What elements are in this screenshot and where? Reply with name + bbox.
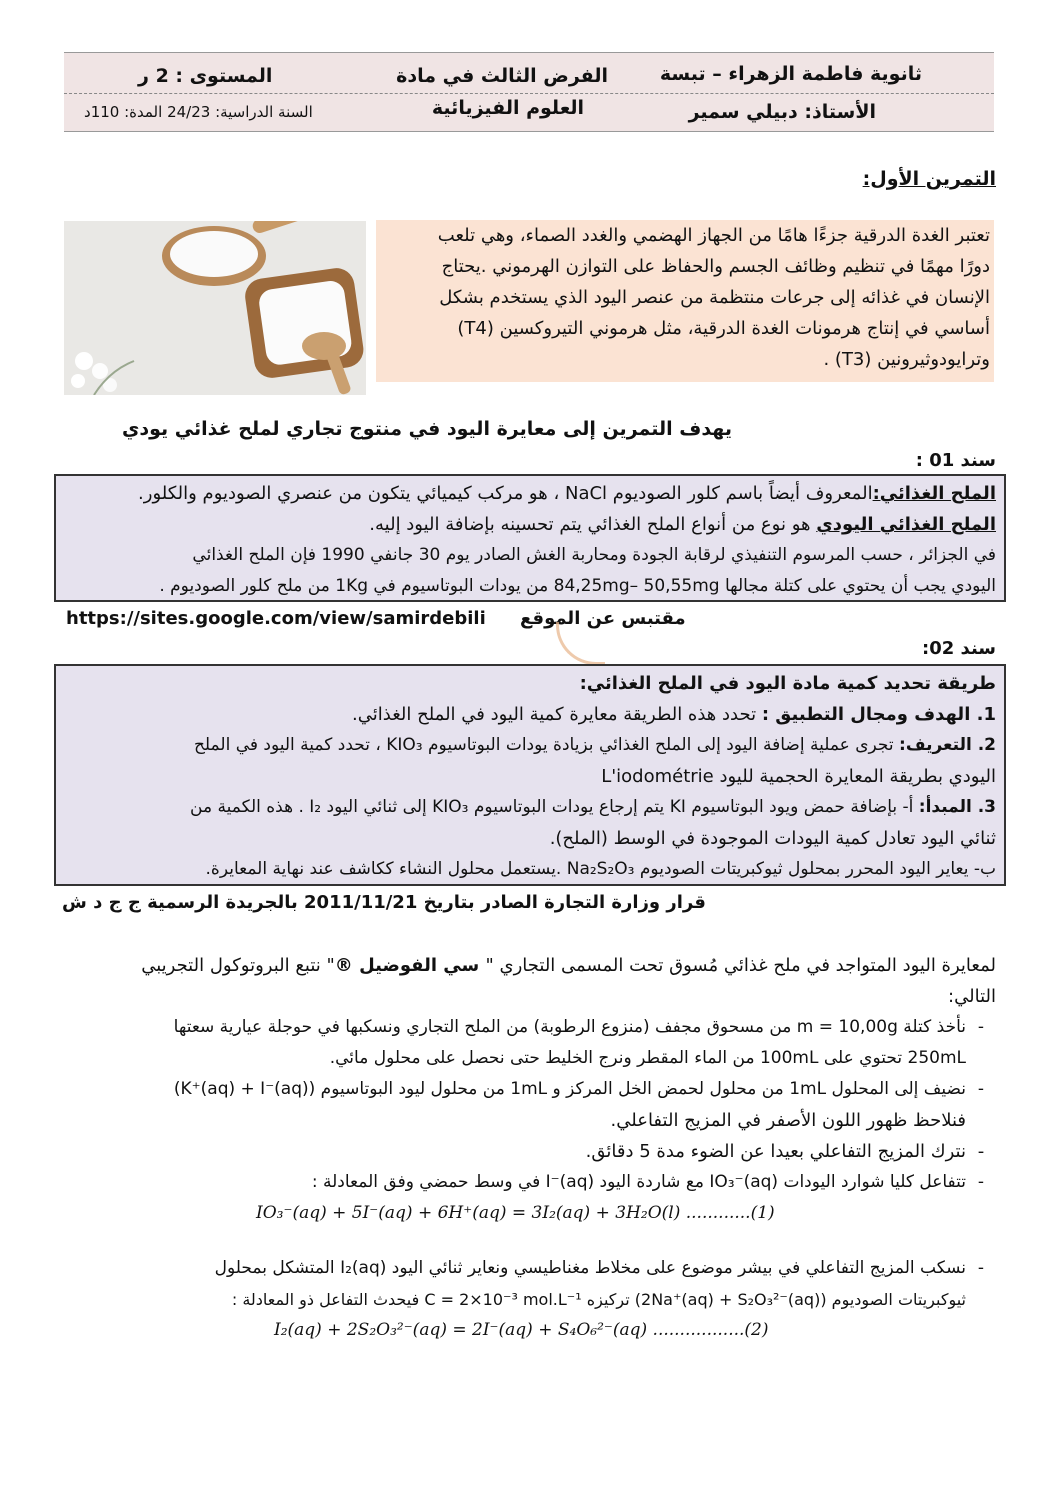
salt-bowls-illustration: [64, 221, 366, 395]
exam-title-line1: الفرض الثالث في مادة: [396, 65, 608, 87]
exercise-aim: يهدف التمرين إلى معايرة اليود في منتوج تجاري لملح غذائي يودي: [121, 418, 732, 440]
doc2-label: سند 02:: [922, 638, 996, 659]
decorative-arc: [556, 622, 605, 665]
header-table: [64, 52, 994, 132]
doc1-box: [54, 474, 1006, 602]
decree-reference: قرار وزارة التجارة الصادر بتاريخ 2011/11/21 بالجريدة الرسمية ج ج د ش: [62, 892, 706, 913]
bullet-dash: -: [977, 1079, 985, 1099]
header-divider: [64, 93, 994, 94]
protocol-intro-b: " نتبع البروتوكول التجريبي: [141, 955, 335, 976]
source-url[interactable]: https://sites.google.com/view/samirdebili: [66, 608, 486, 629]
step5-line1: نسكب المزيج التفاعلي في بيشر موضوع على مخلاط مغناطيسي ونعاير ثنائي اليود I₂(aq) المتشكل بمحلول: [214, 1258, 966, 1278]
doc2-p2-term: 2. التعريف:: [899, 735, 996, 755]
doc2-p3-term: 3. المبدأ:: [918, 797, 996, 817]
doc2-box: [54, 664, 1006, 886]
protocol-section: [56, 950, 996, 1346]
year-duration: السنة الدراسية: 24/23 المدة: 110د: [84, 103, 313, 121]
step3-line: نترك المزيج التفاعلي بعيدا عن الضوء مدة 5 دقائق.: [585, 1141, 966, 1162]
protocol-intro-c: التالي:: [948, 986, 996, 1007]
doc2-p3-b: ب- يعاير اليود المحرر بمحلول ثيوكبريتات الصوديوم Na₂S₂O₃ .يستعمل محلول النشاء ككاشف عند نهاية المعايرة.: [205, 859, 996, 879]
doc2-p2-text: تجرى عملية إضافة اليود إلى الملح الغذائي بزيادة يودات البوتاسيوم KIO₃ ، تحدد كمية اليود في الملح: [193, 735, 900, 755]
bullet-dash: -: [977, 1017, 985, 1037]
doc1-regulation-line: في الجزائر ، حسب المرسوم التنفيذي لرقابة الجودة ومحاربة الغش الصادر يوم 30 جانفي 1990 فإن الملح الغذائي: [192, 545, 996, 565]
step2-line1: نضيف إلى المحلول 1mL من محلول لحمض الخل المركز و 1mL من محلول ليود البوتاسيوم (K⁺(aq) + I⁻(aq)): [173, 1079, 966, 1099]
step4-line: تتفاعل كليا شوارد اليودات IO₃⁻(aq) مع شاردة اليود I⁻(aq) في وسط حمضي وفق المعادلة :: [311, 1172, 966, 1192]
doc2-p3-text: أ- بإضافة حمض ويود البوتاسيوم KI يتم إرجاع يودات البوتاسيوم KIO₃ إلى ثنائي اليود I₂ . هذه الكمية من: [190, 797, 919, 817]
intro-line: الإنسان في غذائه إلى جرعات منتظمة من عنصر اليود الذي يستخدم بشكل: [439, 287, 990, 308]
doc1-text-salt: المعروف أيضاً باسم كلور الصوديوم NaCl ، هو مركب كيميائي يتكون من عنصري الصوديوم والكلور.: [138, 483, 873, 504]
step1-line2: 250mL تحتوي على 100mL من الماء المقطر ونرج الخليط حتى نحصل على محلول مائي.: [329, 1048, 966, 1068]
intro-line: وترايودوثيرونين (T3) .: [823, 349, 990, 370]
brand-name: سي الفوضيل ®: [334, 955, 486, 976]
step1-line1: نأخذ كتلة m = 10,00g من مسحوق مجفف (منزوع الرطوبة) من الملح التجاري ونسكبها في حوجلة عيارية سعتها: [173, 1017, 966, 1037]
doc1-mass-range-line: اليودي يجب أن يحتوي على كتلة مجالها 84,25mg– 50,55mg من يودات البوتاسيوم في 1Kg من ملح كلور الصوديوم .: [159, 576, 996, 596]
intro-line: تعتبر الغدة الدرقية جزءًا هامًا من الجهاز الهضمي والغدد الصماء، وهي تلعب: [437, 225, 990, 246]
school-name: ثانوية فاطمة الزهراء – تبسة: [659, 63, 922, 85]
equation-2: I₂(aq) + 2S₂O₃²⁻(aq) = 2I⁻(aq) + S₄O₆²⁻(aq) .................(2): [274, 1320, 769, 1340]
doc1-term-salt: الملح الغذائي:: [872, 483, 996, 504]
doc2-p2-cont: اليودي بطريقة المعايرة الحجمية لليود L'iodométrie: [601, 766, 996, 787]
teacher-name: الأستاذ: دبيلي سمير: [688, 101, 876, 123]
doc2-p1-text: تحدد هذه الطريقة معايرة كمية اليود في الملح الغذائي.: [352, 704, 762, 725]
protocol-intro-a: لمعايرة اليود المتواجد في ملح غذائي مُسوق تحت المسمى التجاري ": [485, 955, 996, 976]
level: المستوى : 2 ر: [138, 65, 273, 87]
bullet-dash: -: [977, 1141, 985, 1162]
intro-box: [376, 220, 994, 382]
doc1-label: سند 01 :: [915, 450, 996, 471]
exercise-heading: التمرين الأول:: [862, 168, 996, 190]
exam-title-line2: العلوم الفيزيائية: [431, 97, 585, 119]
doc2-p1-term: 1. الهدف ومجال التطبيق :: [761, 704, 996, 725]
doc2-title: طريقة تحديد كمية مادة اليود في الملح الغذائي:: [579, 673, 996, 694]
bullet-dash: -: [977, 1258, 985, 1278]
bullet-dash: -: [977, 1172, 985, 1192]
salt-photo: [64, 221, 366, 395]
intro-line: دورًا مهمًا في تنظيم وظائف الجسم والحفاظ على التوازن الهرموني .يحتاج: [441, 256, 990, 277]
doc2-p3-cont: ثنائي اليود تعادل كمية اليودات الموجودة في الوسط (الملح).: [549, 828, 996, 849]
equation-1: IO₃⁻(aq) + 5I⁻(aq) + 6H⁺(aq) = 3I₂(aq) + 3H₂O(l) ............(1): [256, 1203, 775, 1223]
step5-line2: ثيوكبريتات الصوديوم (2Na⁺(aq) + S₂O₃²⁻(aq)) تركيزه C = 2×10⁻³ mol.L⁻¹ فيحدث التفاعل ذو المعادلة :: [231, 1290, 966, 1309]
source-label: مقتبس عن الموقع: [520, 608, 686, 629]
doc1-term-iodized: الملح الغذائي اليودي: [816, 514, 996, 535]
doc1-text-iodized: هو نوع من أنواع الملح الغذائي يتم تحسينه بإضافة اليود إليه.: [369, 514, 817, 535]
intro-line: أساسي في إنتاج هرمونات الغدة الدرقية، مثل هرموني التيروكسين (T4): [457, 318, 990, 339]
step2-line2: فنلاحظ ظهور اللون الأصفر في المزيج التفاعلي.: [610, 1110, 966, 1131]
